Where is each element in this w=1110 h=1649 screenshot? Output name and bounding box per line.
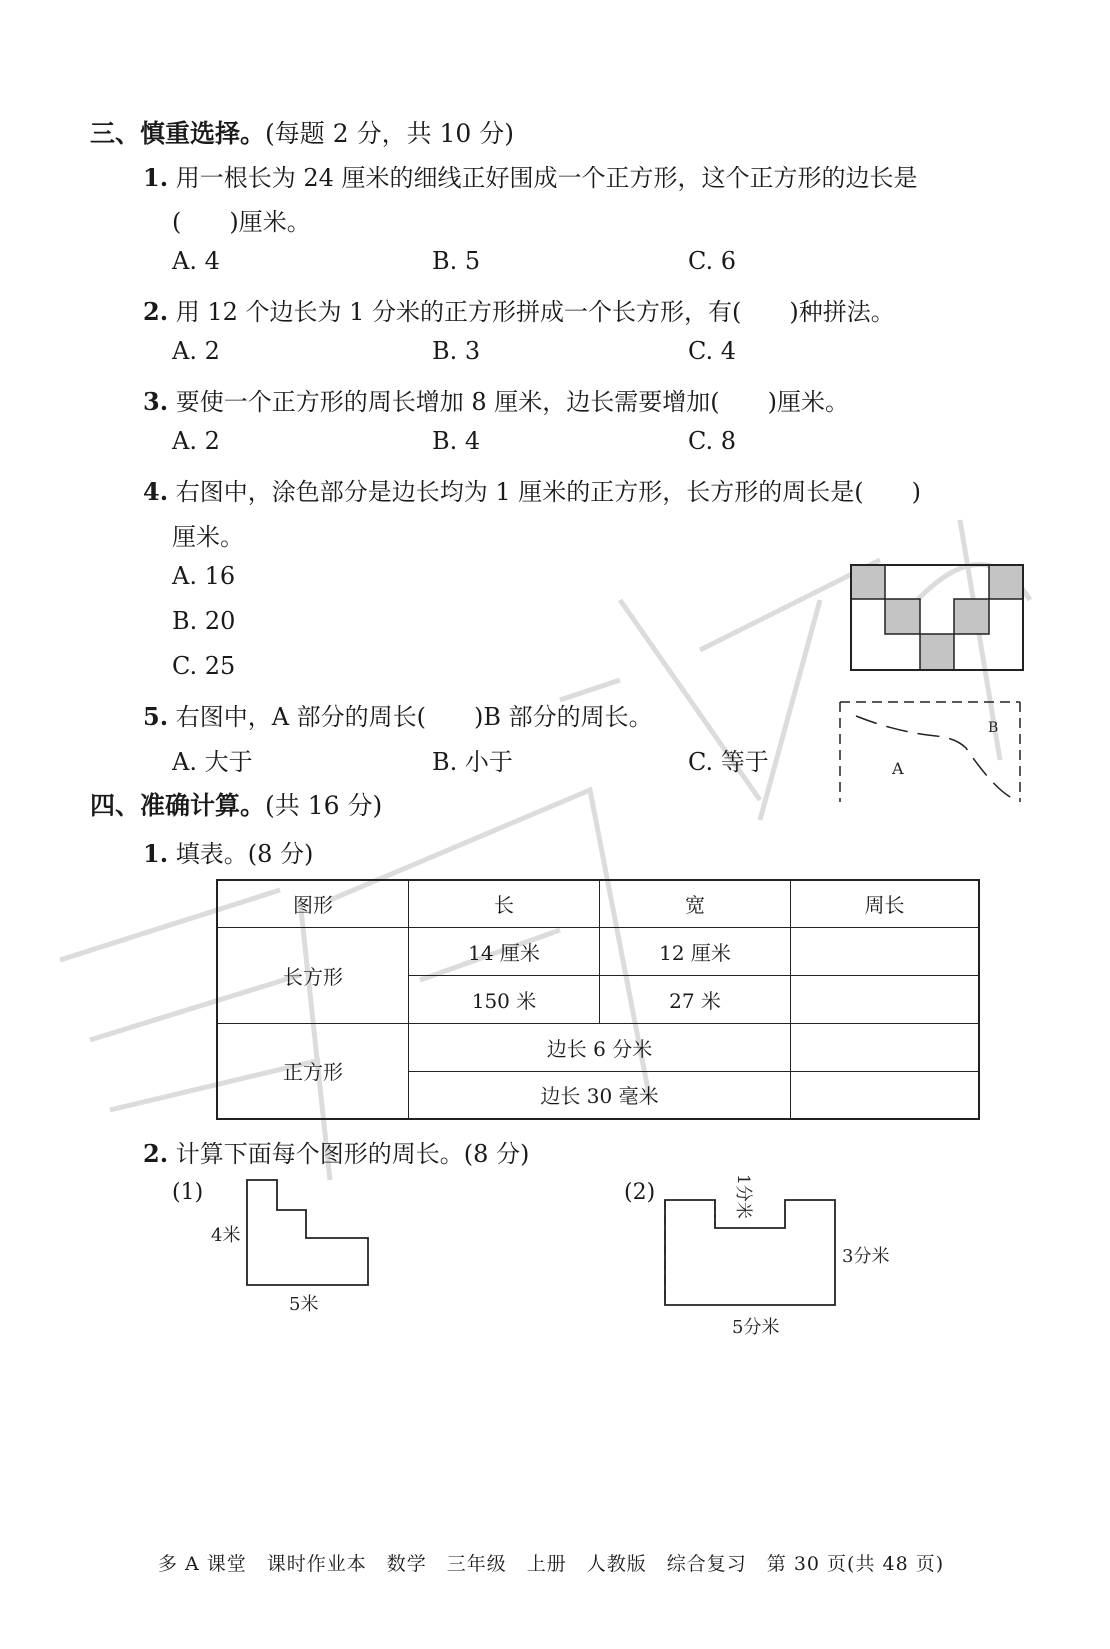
table-header: 宽 (600, 880, 791, 927)
q1-option-a[interactable]: A. 4 (172, 247, 220, 275)
table-header: 图形 (217, 880, 409, 927)
section4-note: (共 16 分) (265, 791, 383, 820)
fig2-side-label: 3分米 (842, 1246, 890, 1267)
question-text: 右图中，A 部分的周长( )B 部分的周长。 (175, 703, 653, 731)
q1-option-b[interactable]: B. 5 (432, 247, 481, 275)
question-text: 计算下面每个图形的周长。(8 分) (175, 1140, 530, 1168)
question-text: 用一根长为 24 厘米的细线正好围成一个正方形，这个正方形的边长是 (175, 164, 918, 192)
question-4-cont: 厘米。 (172, 523, 244, 551)
q5-option-c[interactable]: C. 等于 (688, 748, 769, 776)
question-2 (143, 292, 895, 327)
q2-option-c[interactable]: C. 4 (688, 337, 737, 365)
table-cell: 边长 6 分米 (409, 1023, 791, 1071)
q3-option-b[interactable]: B. 4 (432, 427, 481, 455)
table-cell: 14 厘米 (409, 927, 600, 975)
q5-option-a[interactable]: A. 大于 (172, 748, 253, 776)
fig2-bottom-label: 5分米 (732, 1317, 780, 1338)
question-number: 2. (143, 297, 169, 326)
table-cell: 边长 30 毫米 (409, 1071, 791, 1119)
question-text: 填表。(8 分) (175, 840, 314, 868)
question-number: 1. (143, 163, 169, 192)
answer-cell[interactable] (791, 927, 980, 975)
table-cell: 150 米 (409, 975, 600, 1023)
table-header: 长 (409, 880, 600, 927)
q2-option-b[interactable]: B. 3 (432, 337, 481, 365)
fig2-tag: (2) (624, 1180, 656, 1205)
q1-option-c[interactable]: C. 6 (688, 247, 737, 275)
page-footer: 多 A 课堂 课时作业本 数学 三年级 上册 人教版 综合复习 第 30 页(共 48 页) (158, 1553, 945, 1575)
question-5 (143, 697, 653, 732)
section3-note: (每题 2 分，共 10 分) (265, 119, 515, 148)
section4-heading (90, 786, 382, 822)
fig1-staircase-shape (205, 1175, 385, 1315)
question-1 (143, 158, 918, 193)
section4-title: 四、准确计算。 (90, 791, 266, 820)
q5-label-a: A (892, 759, 904, 778)
answer-cell[interactable] (791, 1071, 980, 1119)
q3-option-a[interactable]: A. 2 (172, 427, 220, 455)
answer-cell[interactable] (791, 1023, 980, 1071)
question-number: 1. (143, 839, 169, 868)
fig1-bottom-label: 5米 (289, 1294, 319, 1315)
shape-label: 长方形 (217, 927, 409, 1023)
table-row (217, 1023, 979, 1071)
table-cell: 27 米 (600, 975, 791, 1023)
table-header: 周长 (791, 880, 980, 927)
answer-cell[interactable] (791, 975, 980, 1023)
s4-question-1 (143, 834, 313, 869)
section3-title: 三、慎重选择。 (90, 119, 266, 148)
fig1-side-label: 4米 (211, 1225, 241, 1246)
section3-heading (90, 114, 514, 150)
table-cell: 12 厘米 (600, 927, 791, 975)
question-number: 2. (143, 1139, 169, 1168)
fig1-tag: (1) (172, 1180, 204, 1205)
question-text: 右图中，涂色部分是边长均为 1 厘米的正方形，长方形的周长是( ) (175, 478, 921, 506)
q4-figure (850, 564, 1026, 672)
q2-option-a[interactable]: A. 2 (172, 337, 220, 365)
question-number: 5. (143, 702, 169, 731)
q3-option-c[interactable]: C. 8 (688, 427, 737, 455)
shape-label: 正方形 (217, 1023, 409, 1119)
s4-question-2 (143, 1134, 529, 1169)
table-row (217, 927, 979, 975)
q4-option-a[interactable]: A. 16 (172, 562, 236, 590)
question-4 (143, 472, 921, 507)
question-text: 要使一个正方形的周长增加 8 厘米，边长需要增加( )厘米。 (175, 388, 849, 416)
q5-label-b: B (988, 720, 999, 736)
q4-option-c[interactable]: C. 25 (172, 652, 236, 680)
perimeter-table (216, 879, 980, 1120)
fig2-notched-shape (650, 1170, 920, 1340)
question-number: 3. (143, 387, 169, 416)
q5-option-b[interactable]: B. 小于 (432, 748, 513, 776)
q4-option-b[interactable]: B. 20 (172, 607, 236, 635)
question-1-cont: ( )厘米。 (172, 208, 311, 236)
fig2-notch-label: 1分米 (733, 1174, 753, 1219)
question-text: 用 12 个边长为 1 分米的正方形拼成一个长方形，有( )种拼法。 (175, 298, 895, 326)
question-3 (143, 382, 849, 417)
q5-figure (836, 696, 1026, 806)
question-number: 4. (143, 477, 169, 506)
